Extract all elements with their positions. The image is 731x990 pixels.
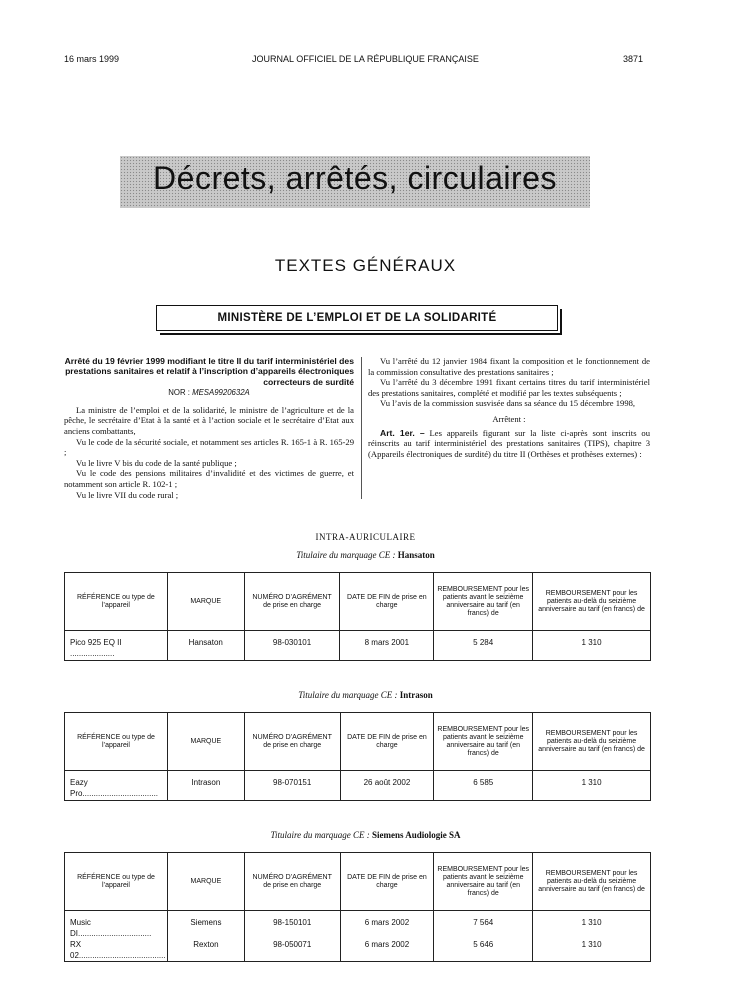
cell-agrement: 98-050071 bbox=[244, 939, 340, 962]
cell-reference: RX 02....................................... bbox=[65, 939, 168, 962]
preamble-paragraph: La ministre de l’emploi et de la solidarité, le ministre de l’agriculture et de la pêche, le secrétaire d’Etat à la santé et à l’action sociale et le secrétaire d’Etat aux anciens combattants, bbox=[64, 404, 354, 436]
cell-marque: Hansaton bbox=[167, 631, 244, 661]
cell-remb-apres: 1 310 bbox=[533, 939, 651, 962]
table-row bbox=[65, 771, 651, 801]
table-row bbox=[65, 631, 651, 661]
cell-remb-avant: 5 646 bbox=[434, 939, 533, 962]
page-date: 16 mars 1999 bbox=[64, 54, 120, 64]
journal-title: JOURNAL OFFICIEL DE LA RÉPUBLIQUE FRANÇAISE bbox=[252, 54, 479, 64]
preamble-paragraph: Vu le code de la sécurité sociale, et notamment ses articles R. 165-1 à R. 165-29 ; bbox=[64, 436, 354, 458]
col-header-remb-apres: REMBOURSEMENT pour les patients au-delà du seizième anniversaire au tarif (en francs) de bbox=[533, 853, 651, 911]
arretent-heading: Arrêtent : bbox=[492, 413, 526, 424]
nor-label: NOR : bbox=[168, 388, 190, 398]
col-header-agrement: NUMÉRO D’AGRÉMENT de prise en charge bbox=[244, 713, 340, 771]
article-1-label: Art. 1er. – bbox=[380, 427, 425, 438]
banner-title: Décrets, arrêtés, circulaires bbox=[153, 160, 557, 196]
col-header-marque: MARQUE bbox=[167, 713, 244, 771]
cell-remb-apres: 1 310 bbox=[533, 631, 651, 661]
holder-caption bbox=[0, 830, 731, 840]
holder-label: Titulaire du marquage CE : bbox=[298, 690, 398, 700]
ministry-title: MINISTÈRE DE L’EMPLOI ET DE LA SOLIDARITÉ bbox=[156, 305, 558, 331]
article-right-column bbox=[368, 356, 650, 459]
cell-date-fin: 6 mars 2002 bbox=[340, 911, 434, 940]
cell-date-fin: 26 août 2002 bbox=[340, 771, 434, 801]
col-header-remb-avant: REMBOURSEMENT pour les patients avant le seizième anniversaire au tarif (en francs) de bbox=[434, 713, 533, 771]
cell-remb-avant: 7 564 bbox=[434, 911, 533, 940]
cell-reference: Pico 925 EQ II .................... bbox=[65, 631, 168, 661]
col-header-remb-avant: REMBOURSEMENT pour les patients avant le seizième anniversaire au tarif (en francs) de bbox=[434, 573, 533, 631]
col-header-agrement: NUMÉRO D’AGRÉMENT de prise en charge bbox=[244, 853, 340, 911]
preamble-paragraph: Vu le code des pensions militaires d’invalidité et des victimes de guerre, et notamment son article R. 102-1 ; bbox=[64, 468, 354, 489]
col-header-remb-apres: REMBOURSEMENT pour les patients au-delà du seizième anniversaire au tarif (en francs) de bbox=[533, 573, 651, 631]
cell-reference: Eazy Pro.................................. bbox=[65, 771, 168, 801]
cell-reference: Music DI................................. bbox=[65, 911, 168, 940]
nor-code: MESA9920632A bbox=[192, 388, 250, 398]
cell-agrement: 98-030101 bbox=[244, 631, 340, 661]
cell-marque: Intrason bbox=[167, 771, 244, 801]
holder-caption bbox=[0, 690, 731, 700]
device-table bbox=[64, 712, 651, 801]
page-number: 3871 bbox=[622, 54, 643, 64]
holder-caption bbox=[0, 550, 731, 560]
category-title: INTRA-AURICULAIRE bbox=[315, 532, 416, 542]
cell-date-fin: 6 mars 2002 bbox=[340, 939, 434, 962]
cell-marque: Siemens bbox=[167, 911, 244, 940]
col-header-date-fin: DATE DE FIN de prise en charge bbox=[340, 853, 434, 911]
section-title: TEXTES GÉNÉRAUX bbox=[274, 256, 457, 275]
cell-remb-avant: 6 585 bbox=[434, 771, 533, 801]
holder-label: Titulaire du marquage CE : bbox=[270, 830, 370, 840]
article-1-text: Les appareils figurant sur la liste ci-après sont inscrits ou réinscrits au tarif interministériel des prestations sanitaires (TIPS), chapitre 3 (Appareils électroniques de surdité) du titre II (Orthèses et prothèses externes) : bbox=[368, 427, 651, 459]
cell-remb-avant: 5 284 bbox=[434, 631, 533, 661]
col-header-date-fin: DATE DE FIN de prise en charge bbox=[340, 573, 434, 631]
col-header-reference: RÉFÉRENCE ou type de l’appareil bbox=[65, 713, 168, 771]
col-header-reference: RÉFÉRENCE ou type de l’appareil bbox=[65, 853, 168, 911]
device-table bbox=[64, 852, 651, 962]
cell-agrement: 98-070151 bbox=[244, 771, 340, 801]
column-divider bbox=[361, 357, 362, 499]
col-header-marque: MARQUE bbox=[167, 573, 244, 631]
holder-name: Hansaton bbox=[397, 550, 435, 560]
cell-marque: Rexton bbox=[167, 939, 244, 962]
col-header-marque: MARQUE bbox=[167, 853, 244, 911]
article-left-column bbox=[64, 356, 354, 500]
holder-name: Intrason bbox=[399, 690, 433, 700]
device-table bbox=[64, 572, 651, 661]
cell-remb-apres: 1 310 bbox=[533, 911, 651, 940]
article-title: Arrêté du 19 février 1999 modifiant le titre II du tarif interministériel des prestations sanitaires et relatif à l’inscription d’appareils électroniques correcteurs de surdité bbox=[64, 356, 354, 387]
preamble-paragraph: Vu l’arrêté du 3 décembre 1991 fixant certains titres du tarif interministériel des prestations sanitaires, complété et modifié par les textes subséquents ; bbox=[368, 377, 650, 398]
preamble-paragraph: Vu l’arrêté du 12 janvier 1984 fixant la composition et le fonctionnement de la commission consultative des prestations sanitaires ; bbox=[368, 356, 650, 377]
col-header-remb-apres: REMBOURSEMENT pour les patients au-delà du seizième anniversaire au tarif (en francs) de bbox=[533, 713, 651, 771]
col-header-agrement: NUMÉRO D’AGRÉMENT de prise en charge bbox=[244, 573, 340, 631]
cell-remb-apres: 1 310 bbox=[533, 771, 651, 801]
col-header-date-fin: DATE DE FIN de prise en charge bbox=[340, 713, 434, 771]
table-row bbox=[65, 911, 651, 940]
cell-date-fin: 8 mars 2001 bbox=[340, 631, 434, 661]
preamble-paragraph: Vu le livre V bis du code de la santé publique ; bbox=[76, 457, 237, 468]
table-row bbox=[65, 939, 651, 962]
col-header-remb-avant: REMBOURSEMENT pour les patients avant le seizième anniversaire au tarif (en francs) de bbox=[434, 853, 533, 911]
article-1 bbox=[368, 428, 650, 460]
holder-label: Titulaire du marquage CE : bbox=[296, 550, 396, 560]
holder-name: Siemens Audiologie SA bbox=[372, 830, 461, 840]
cell-agrement: 98-150101 bbox=[244, 911, 340, 940]
preamble-paragraph: Vu le livre VII du code rural ; bbox=[76, 489, 179, 500]
nor-reference bbox=[64, 388, 354, 399]
preamble-paragraph: Vu l’avis de la commission susvisée dans sa séance du 15 décembre 1998, bbox=[380, 398, 636, 409]
col-header-reference: RÉFÉRENCE ou type de l’appareil bbox=[65, 573, 168, 631]
